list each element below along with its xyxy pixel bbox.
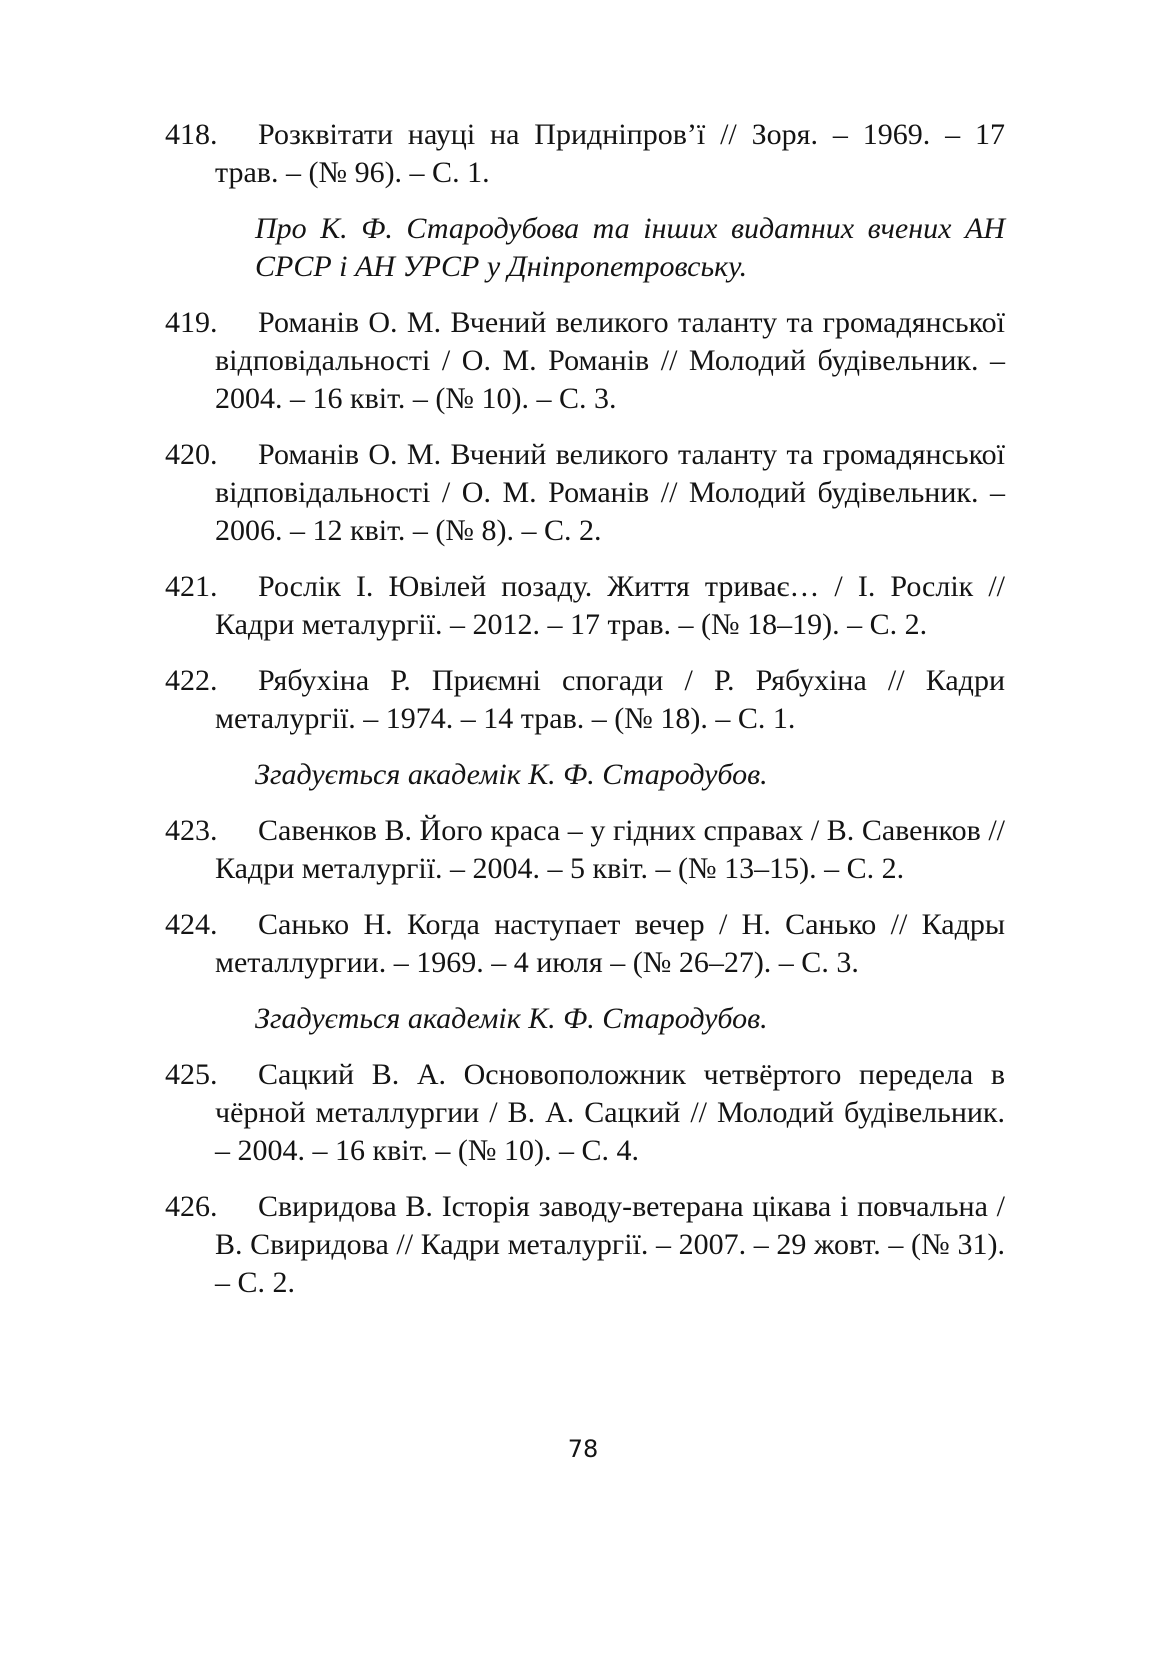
entry-number: 418. xyxy=(165,118,218,151)
bibliography-entry-419 xyxy=(165,304,1005,418)
entry-text: Сацкий В. А. Основоположник четвёртого передела в чёрной металлургии / В. А. Сацкий // Молодий будівельник. – 2004. – 16 квіт. – (№ 10). – С. 4. xyxy=(215,1058,1005,1167)
entry-number: 426. xyxy=(165,1190,218,1223)
entry-number: 421. xyxy=(165,570,218,603)
entry-number: 425. xyxy=(165,1058,218,1091)
bibliography-entry-423 xyxy=(165,812,1005,888)
bibliography-entry-420 xyxy=(165,436,1005,550)
entry-text: Розквітати науці на Придніпров’ї // Зоря. – 1969. – 17 трав. – (№ 96). – С. 1. xyxy=(215,118,1005,189)
entry-text: Санько Н. Когда наступает вечер / Н. Санько // Кадры металлургии. – 1969. – 4 июля – (№ 26–27). – С. 3. xyxy=(215,908,1005,979)
entry-number: 419. xyxy=(165,306,218,339)
entry-annotation-418: Про К. Ф. Стародубова та інших видатних вчених АН СРСР і АН УРСР у Дніпропетровську. xyxy=(255,212,1005,283)
entry-text: Романів О. М. Вчений великого таланту та громадянської відповідальності / О. М. Романів // Молодий будівельник. – 2004. – 16 квіт. – (№ 10). – С. 3. xyxy=(215,306,1005,415)
page-number: 78 xyxy=(567,1435,599,1463)
bibliography-entry-422 xyxy=(165,662,1005,738)
entry-text: Савенков В. Його краса – у гідних справах / В. Савенков // Кадри металургії. – 2004. – 5 квіт. – (№ 13–15). – С. 2. xyxy=(215,814,1005,885)
entry-annotation-422: Згадується академік К. Ф. Стародубов. xyxy=(255,758,768,791)
entry-text: Рябухіна Р. Приємні спогади / Р. Рябухіна // Кадри металургії. – 1974. – 14 трав. – (№ 18). – С. 1. xyxy=(215,664,1005,735)
bibliography-entry-425 xyxy=(165,1056,1005,1170)
bibliography-entry-424 xyxy=(165,906,1005,982)
bibliography-entry-421 xyxy=(165,568,1005,644)
bibliography-entry-418 xyxy=(165,116,1005,192)
entry-text: Свиридова В. Історія заводу-ветерана цікава і повчальна / В. Свиридова // Кадри металургії. – 2007. – 29 жовт. – (№ 31). – С. 2. xyxy=(215,1190,1005,1299)
bibliography-list xyxy=(165,116,1005,1320)
entry-annotation-424: Згадується академік К. Ф. Стародубов. xyxy=(255,1002,768,1035)
entry-number: 420. xyxy=(165,438,218,471)
entry-number: 422. xyxy=(165,664,218,697)
entry-text: Романів О. М. Вчений великого таланту та громадянської відповідальності / О. М. Романів // Молодий будівельник. – 2006. – 12 квіт. – (№ 8). – С. 2. xyxy=(215,438,1005,547)
entry-number: 423. xyxy=(165,814,218,847)
entry-number: 424. xyxy=(165,908,218,941)
entry-text: Рослік І. Ювілей позаду. Життя триває… / І. Рослік // Кадри металургії. – 2012. – 17 трав. – (№ 18–19). – С. 2. xyxy=(215,570,1005,641)
bibliography-entry-426 xyxy=(165,1188,1005,1302)
